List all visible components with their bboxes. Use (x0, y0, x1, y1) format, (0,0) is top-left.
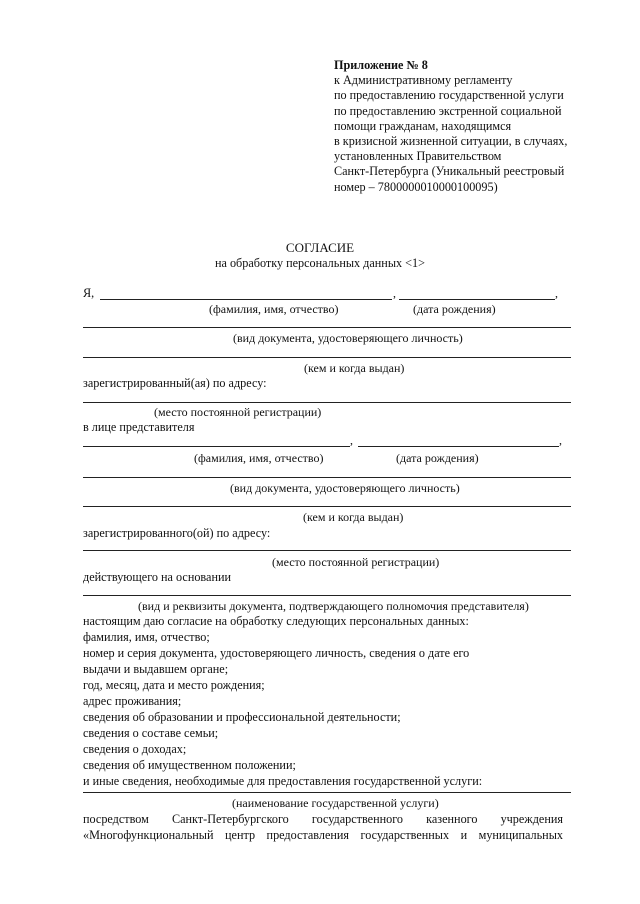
comma: , (555, 286, 558, 300)
rep-issued-caption: (кем и когда выдан) (303, 510, 404, 524)
list-item: и иные сведения, необходимые для предоставления государственной услуги: (83, 774, 483, 788)
list-item: выдачи и выдавшем органе; (83, 662, 229, 676)
rep-registration-field-line[interactable] (83, 550, 571, 551)
header-line: Санкт-Петербурга (Уникальный реестровый (334, 164, 565, 179)
registration-caption: (место постоянной регистрации) (154, 405, 322, 419)
rep-fio-field-line[interactable] (83, 446, 350, 447)
rep-id-document-field-line[interactable] (83, 477, 571, 478)
acting-basis-label: действующего на основании (83, 570, 232, 584)
consent-list (83, 613, 563, 789)
issued-field-line[interactable] (83, 357, 571, 358)
appendix-header (334, 58, 624, 195)
ya-label: Я, (83, 286, 95, 300)
list-item: год, месяц, дата и место рождения; (83, 678, 265, 692)
authority-document-caption: (вид и реквизиты документа, подтверждающего полномочия представителя) (138, 599, 529, 613)
rep-fio-caption: (фамилия, имя, отчество) (194, 451, 324, 465)
list-item: сведения об имущественном положении; (83, 758, 296, 772)
representative-label: в лице представителя (83, 420, 195, 434)
header-line: помощи гражданам, находящимся (334, 118, 512, 133)
header-line: по предоставлению экстренной социальной (334, 103, 562, 118)
header-line: к Административному регламенту (334, 73, 513, 88)
authority-document-field-line[interactable] (83, 595, 571, 596)
mfc-text-line: «Многофункциональный центр предоставления государственных и муниципальных (83, 828, 563, 842)
list-item: фамилия, имя, отчество; (83, 630, 210, 644)
fio-field-line[interactable] (100, 299, 392, 300)
list-item: настоящим даю согласие на обработку следующих персональных данных: (83, 614, 469, 628)
service-name-field-line[interactable] (83, 792, 571, 793)
rep-issued-field-line[interactable] (83, 506, 571, 507)
list-item: сведения об образовании и профессиональной деятельности; (83, 710, 401, 724)
header-line: в кризисной жизненной ситуации, в случаях, (334, 134, 568, 149)
header-line: установленных Правительством (334, 149, 502, 164)
comma: , (350, 433, 353, 447)
id-document-field-line[interactable] (83, 327, 571, 328)
list-item: адрес проживания; (83, 694, 182, 708)
rep-dob-field-line[interactable] (358, 446, 559, 447)
comma: , (393, 286, 396, 300)
dob-field-line[interactable] (399, 299, 555, 300)
dob-caption: (дата рождения) (413, 302, 496, 316)
list-item: номер и серия документа, удостоверяющего личность, сведения о дате его (83, 646, 470, 660)
registered-label: зарегистрированный(ая) по адресу: (83, 376, 267, 390)
issued-caption: (кем и когда выдан) (304, 361, 405, 375)
id-document-caption: (вид документа, удостоверяющего личность) (233, 331, 463, 345)
appendix-title: Приложение № 8 (334, 58, 428, 72)
list-item: сведения о доходах; (83, 742, 187, 756)
rep-registration-caption: (место постоянной регистрации) (272, 555, 440, 569)
rep-registered-label: зарегистрированного(ой) по адресу: (83, 526, 271, 540)
document-subtitle: на обработку персональных данных <1> (214, 256, 425, 270)
list-item: сведения о составе семьи; (83, 726, 219, 740)
fio-caption: (фамилия, имя, отчество) (209, 302, 339, 316)
document-title: СОГЛАСИЕ (285, 240, 355, 255)
rep-id-document-caption: (вид документа, удостоверяющего личность) (230, 481, 460, 495)
mfc-text-line: посредством Санкт-Петербургского государственного казенного учреждения (83, 812, 563, 826)
header-line: по предоставлению государственной услуги (334, 88, 564, 103)
comma: , (559, 433, 562, 447)
service-name-caption: (наименование государственной услуги) (232, 796, 439, 810)
rep-dob-caption: (дата рождения) (396, 451, 479, 465)
header-line: номер – 7800000010000100095) (334, 179, 498, 194)
registration-field-line[interactable] (83, 402, 571, 403)
